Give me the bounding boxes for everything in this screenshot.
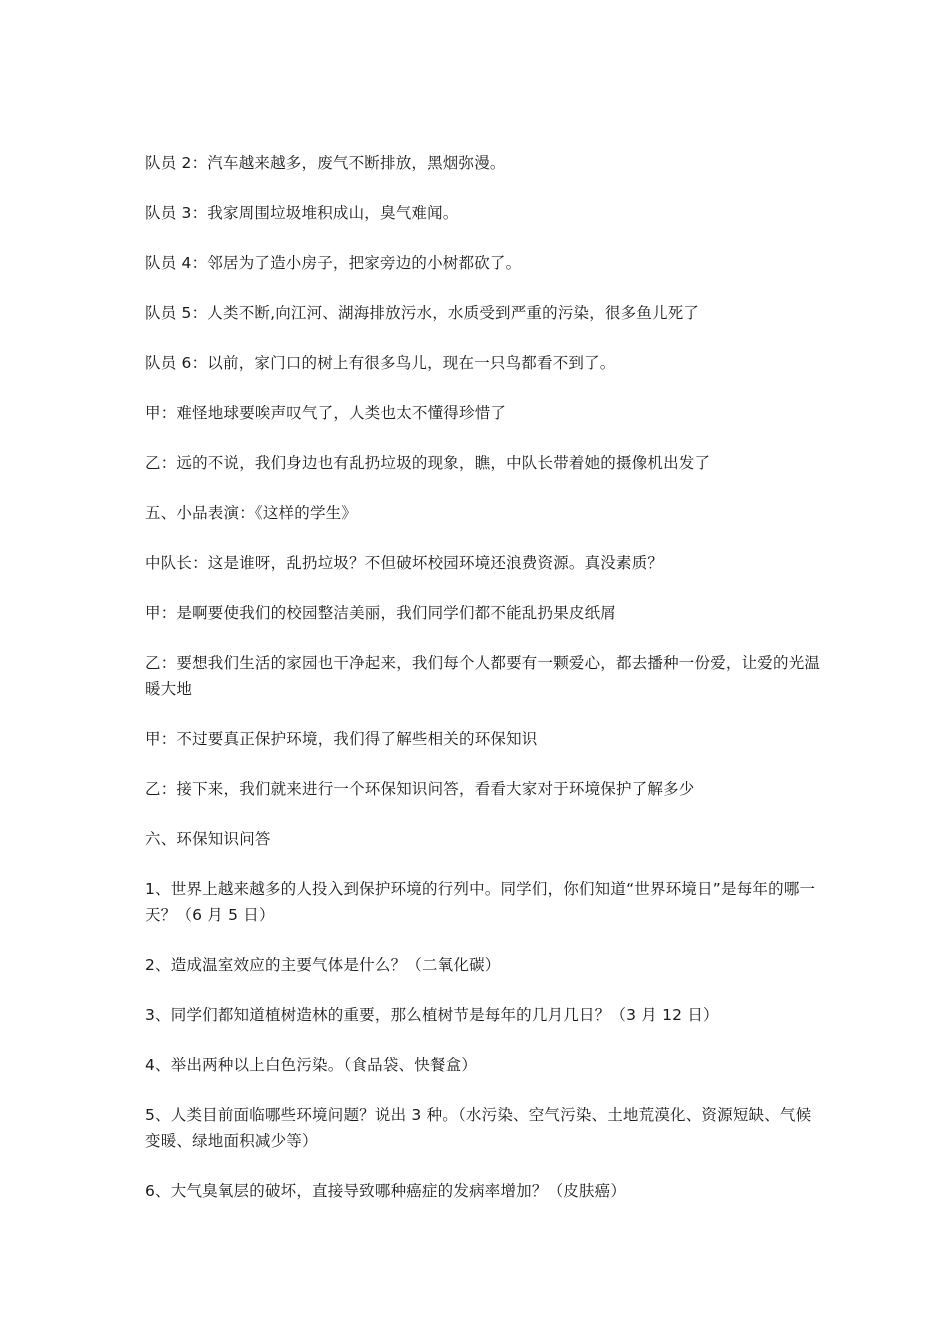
paragraph-member-4: 队员 4：邻居为了造小房子，把家旁边的小树都砍了。	[145, 254, 522, 272]
section-heading-five: 五、小品表演：《这样的学生》	[145, 504, 358, 522]
paragraph-member-3: 队员 3：我家周围垃圾堆积成山，臭气难闻。	[145, 204, 459, 222]
quiz-question-3: 3、同学们都知道植树造林的重要，那么植树节是每年的几月几日？（3 月 12 日）	[145, 1006, 719, 1024]
paragraph-jia-3: 甲：不过要真正保护环境，我们得了解些相关的环保知识	[145, 730, 538, 748]
paragraph-yi-3: 乙：接下来，我们就来进行一个环保知识问答，看看大家对于环境保护了解多少	[145, 780, 695, 798]
paragraph-member-6: 队员 6：以前，家门口的树上有很多鸟儿，现在一只鸟都看不到了。	[145, 354, 616, 372]
quiz-question-1: 1、世界上越来越多的人投入到保护环境的行列中。同学们，你们知道“世界环境日”是每年的哪一天？（6 月 5 日）	[145, 880, 816, 924]
paragraph-yi-1: 乙：远的不说，我们身边也有乱扔垃圾的现象，瞧，中队长带着她的摄像机出发了	[145, 454, 711, 472]
paragraph-jia-2: 甲：是啊要使我们的校园整洁美丽，我们同学们都不能乱扔果皮纸屑	[145, 604, 617, 622]
document-body	[145, 150, 825, 1228]
paragraph-member-2: 队员 2：汽车越来越多，废气不断排放，黑烟弥漫。	[145, 154, 506, 172]
section-heading-six: 六、环保知识问答	[145, 830, 271, 848]
paragraph-yi-2: 乙：要想我们生活的家园也干净起来，我们每个人都要有一颗爱心，都去播种一份爱，让爱的光温暖大地	[145, 654, 821, 698]
quiz-question-5: 5、人类目前面临哪些环境问题？说出 3 种。（水污染、空气污染、土地荒漠化、资源短缺、气候变暖、绿地面积减少等）	[145, 1106, 812, 1150]
paragraph-jia-1: 甲：难怪地球要唉声叹气了，人类也太不懂得珍惜了	[145, 404, 507, 422]
paragraph-squad-leader: 中队长：这是谁呀，乱扔垃圾？不但破坏校园环境还浪费资源。真没素质？	[145, 554, 664, 572]
quiz-question-2: 2、造成温室效应的主要气体是什么？（二氧化碳）	[145, 956, 501, 974]
quiz-question-6: 6、大气臭氧层的破坏，直接导致哪种癌症的发病率增加？（皮肤癌）	[145, 1182, 627, 1200]
quiz-question-4: 4、举出两种以上白色污染。（食品袋、快餐盒）	[145, 1056, 478, 1074]
paragraph-member-5: 队员 5：人类不断,向江河、湖海排放污水，水质受到严重的污染，很多鱼儿死了	[145, 304, 700, 322]
